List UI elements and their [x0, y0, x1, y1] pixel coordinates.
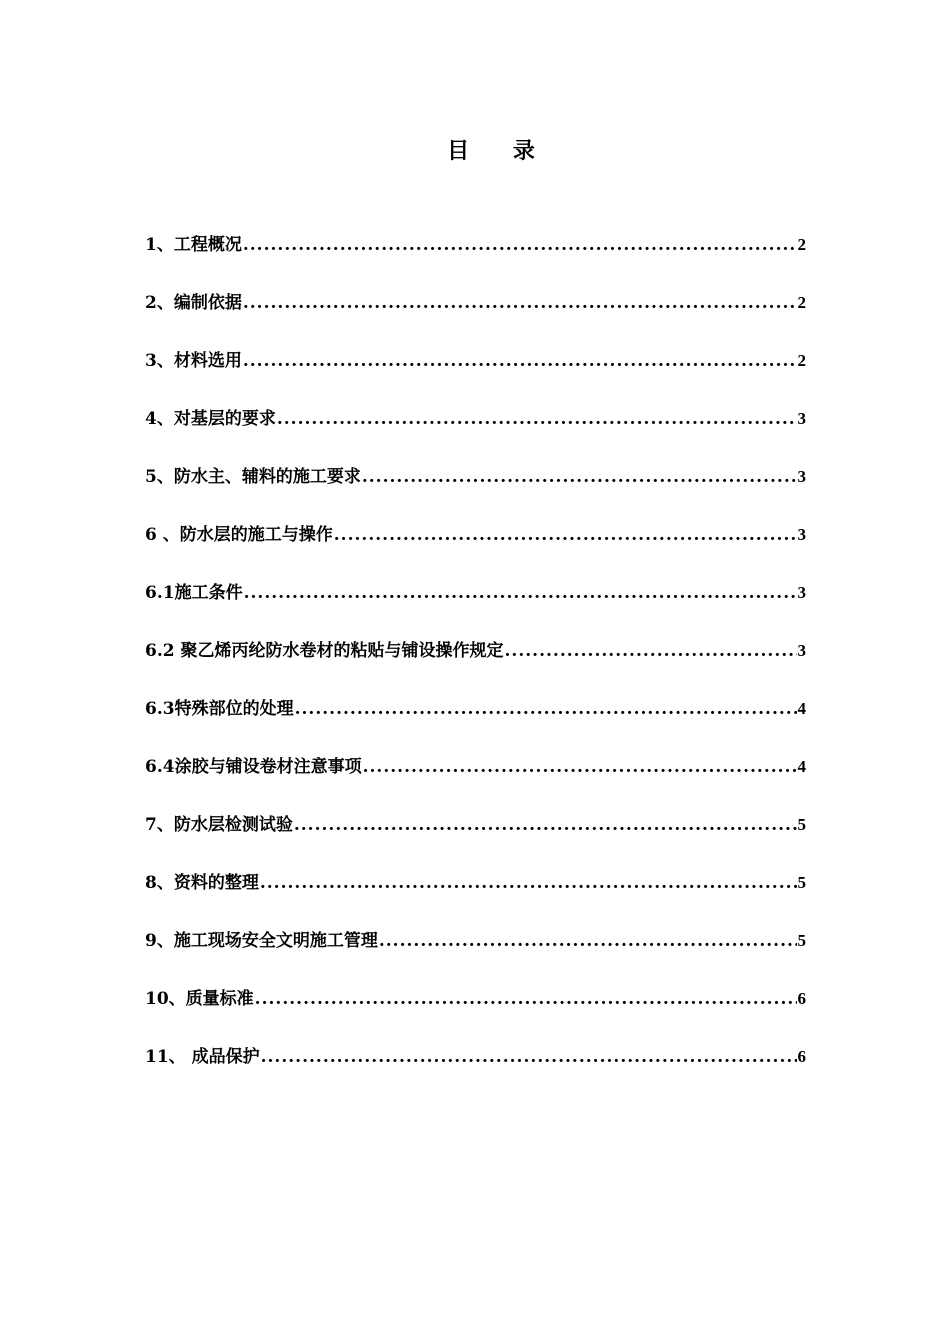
toc-entry-label: 6 、防水层的施工与操作	[145, 525, 333, 545]
toc-entry-page: 3	[797, 641, 806, 660]
toc-entry[interactable]	[145, 465, 806, 523]
toc-entry-page: 4	[797, 757, 806, 776]
toc-entry-page: 3	[797, 409, 806, 428]
toc-entry[interactable]	[145, 755, 806, 813]
toc-dot-leader	[363, 755, 797, 779]
toc-entry-label: 6.2 聚乙烯丙纶防水卷材的粘贴与铺设操作规定	[145, 641, 504, 661]
toc-entry-label: 1、工程概况	[145, 235, 242, 255]
page-title: 目 录	[447, 138, 553, 164]
toc-entry[interactable]	[145, 523, 806, 581]
toc-entry-label: 6.4涂胶与铺设卷材注意事项	[145, 757, 362, 777]
toc-entry[interactable]	[145, 291, 806, 349]
toc-entry-page: 3	[797, 467, 806, 486]
toc-entry-label: 9、施工现场安全文明施工管理	[145, 931, 378, 951]
table-of-contents	[145, 233, 806, 1103]
toc-entry-page: 6	[797, 989, 806, 1008]
toc-dot-leader	[243, 233, 797, 257]
toc-entry-page: 2	[797, 293, 806, 312]
toc-entry-label: 6.1施工条件	[145, 583, 243, 603]
toc-entry-label: 8、资料的整理	[145, 873, 259, 893]
toc-dot-leader	[277, 407, 797, 431]
toc-entry-label: 2、编制依据	[145, 293, 242, 313]
toc-dot-leader	[244, 581, 797, 605]
toc-dot-leader	[362, 465, 797, 489]
toc-entry-page: 2	[797, 235, 806, 254]
toc-entry[interactable]	[145, 929, 806, 987]
toc-entry[interactable]	[145, 639, 806, 697]
toc-dot-leader	[334, 523, 797, 547]
toc-entry[interactable]	[145, 987, 806, 1045]
toc-entry-label: 11、 成品保护	[145, 1047, 260, 1067]
toc-entry[interactable]	[145, 233, 806, 291]
toc-entry[interactable]	[145, 349, 806, 407]
toc-entry[interactable]	[145, 581, 806, 639]
toc-entry-page: 3	[797, 583, 806, 602]
toc-dot-leader	[243, 349, 797, 373]
toc-entry-page: 5	[797, 873, 806, 892]
toc-entry-label: 6.3特殊部位的处理	[145, 699, 294, 719]
toc-entry-page: 6	[797, 1047, 806, 1066]
toc-entry-label: 3、材料选用	[145, 351, 242, 371]
toc-entry[interactable]	[145, 1045, 806, 1103]
toc-entry-label: 5、防水主、辅料的施工要求	[145, 467, 361, 487]
toc-dot-leader	[261, 1045, 797, 1069]
toc-entry-page: 5	[797, 815, 806, 834]
toc-dot-leader	[243, 291, 797, 315]
toc-entry-page: 5	[797, 931, 806, 950]
toc-entry[interactable]	[145, 407, 806, 465]
toc-entry-label: 10、质量标准	[145, 989, 254, 1009]
toc-entry-page: 4	[797, 699, 806, 718]
toc-entry-label: 7、防水层检测试验	[145, 815, 293, 835]
toc-entry-page: 2	[797, 351, 806, 370]
toc-entry[interactable]	[145, 813, 806, 871]
toc-entry-label: 4、对基层的要求	[145, 409, 276, 429]
toc-dot-leader	[379, 929, 797, 953]
toc-dot-leader	[260, 871, 797, 895]
toc-entry[interactable]	[145, 697, 806, 755]
toc-dot-leader	[294, 813, 797, 837]
toc-dot-leader	[255, 987, 797, 1011]
toc-entry-page: 3	[797, 525, 806, 544]
toc-dot-leader	[295, 697, 797, 721]
toc-entry[interactable]	[145, 871, 806, 929]
toc-dot-leader	[505, 639, 797, 663]
